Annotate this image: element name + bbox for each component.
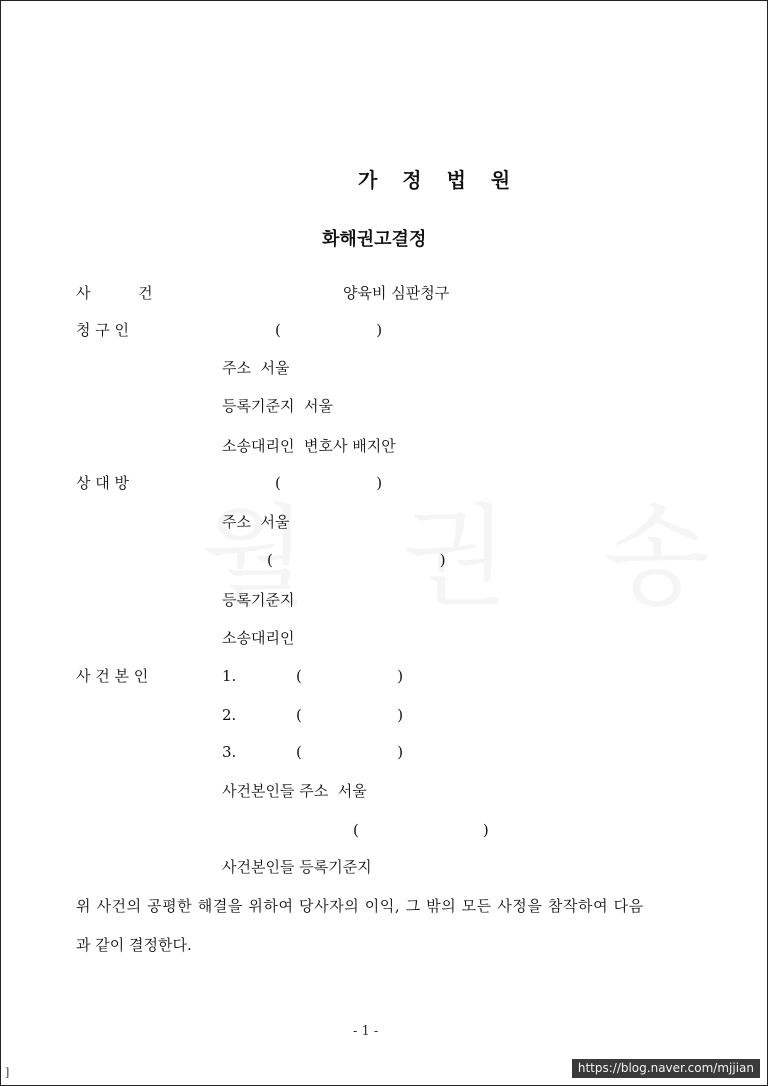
page-number: - 1 - <box>353 1024 379 1039</box>
principals-registry: 사건본인들 등록기준지 <box>222 858 372 876</box>
respondent-paren: ( ) <box>275 474 383 492</box>
respondent-attorney: 소송대리인 <box>222 629 295 647</box>
respondent-label: 상 대 방 <box>76 474 130 492</box>
respondent-registry: 등록기준지 <box>222 591 295 609</box>
principal-3-num: 3. <box>222 743 237 761</box>
claimant-address: 주소 서울 <box>222 359 290 377</box>
body-text-line-2: 과 같이 결정한다. <box>76 936 192 954</box>
principal-1-num: 1. <box>222 667 237 685</box>
principals-address: 사건본인들 주소 서울 <box>222 782 367 800</box>
principals-address-paren: ( ) <box>353 821 489 839</box>
principal-2-paren: ( ) <box>296 706 404 724</box>
edge-mark: ] <box>5 1066 10 1079</box>
respondent-address-paren: ( ) <box>267 551 446 569</box>
claimant-registry: 등록기준지 서울 <box>222 397 333 415</box>
document-title: 화해권고결정 <box>322 229 427 250</box>
principal-2-num: 2. <box>222 706 237 724</box>
case-label: 사 건 <box>76 284 153 302</box>
principal-1-paren: ( ) <box>296 667 404 685</box>
principal-3-paren: ( ) <box>296 743 404 761</box>
source-credit-link[interactable]: https://blog.naver.com/mjjian <box>572 1059 760 1078</box>
case-value: 양육비 심판청구 <box>343 284 450 302</box>
principals-label: 사 건 본 인 <box>76 667 149 685</box>
claimant-paren: ( ) <box>275 321 383 339</box>
claimant-attorney: 소송대리인 변호사 배지안 <box>222 437 396 455</box>
respondent-address: 주소 서울 <box>222 513 290 531</box>
court-name: 가 정 법 원 <box>358 168 520 192</box>
body-text-line-1: 위 사건의 공평한 해결을 위하여 당사자의 이익, 그 밖의 모든 사정을 참작하여 다음 <box>76 897 644 915</box>
claimant-label: 청 구 인 <box>76 321 130 339</box>
